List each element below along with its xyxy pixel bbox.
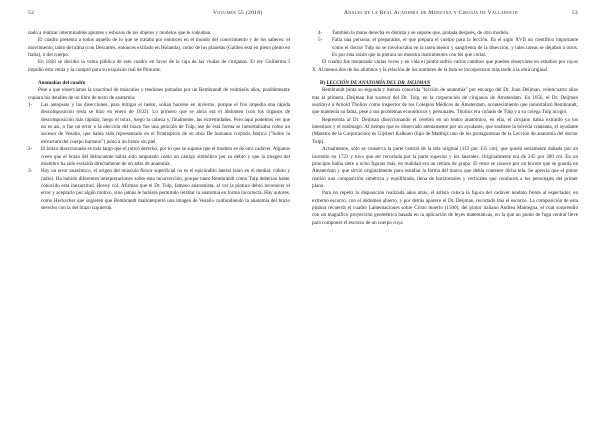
- paragraph: El cuadro fue restaurado varias veces y en vida el pintor sufrió varios cambios que pueden observarse en estudios por rayos X. Al menos dos de los alumnos y la relación de los nombres de la lista se incorporaron más tarde a la obra original.: [312, 59, 578, 73]
- list-item-number: 1-: [28, 102, 33, 109]
- list-item-number: 3-: [28, 168, 33, 175]
- list-item: [28, 168, 290, 212]
- section-label: B): [320, 80, 326, 87]
- list-item-text: También la mano derecha es distinta y se supone que, pintada después, de otro modelo.: [332, 30, 510, 36]
- left-page-number: 52: [28, 10, 35, 16]
- left-page-header: [28, 10, 290, 24]
- list-item-text: El brazo diseccionado es más largo que el (otro) derecho, por lo que se supone que el modelo es de otro cadáver. Algunos creen que el brazo del delincuente había sido amputado como un castigo simbólico por su delito y que la imagen del miembro ha sido extraída directamente de un atlas de anatomía.: [41, 146, 290, 167]
- paragraph: Actualmente, sólo se conserva la parte central de la tela original (113 por 135 cm), que quedó seriamente dañada por un incendio en 1723 y tuvo que ser recortada por la parte superior y los laterales. Originalmente era de 245 por 300 cm. En un principio había siete u ocho figuras más, en realidad era un retrato de grupo. El resto se conoce por un boceto que se guarda en Ámsterdam y que sirvió originalmente para estudiar la forma del marco que debía contener dicha tela. Se aprecia que el pintor realizó una composición simétrica y equilibrada, llena de horizontales y verticales que conducen a los personajes del primer plano.: [312, 146, 578, 189]
- section-title: [312, 80, 578, 87]
- list-item-text: Falta una persona: el preparador, el que prepara el cuerpo para la lección. En el siglo XVII un científico importante como el doctor Tulp no se involucraba en la tarea menor y sangrienta de la disección, y tales tareas se dejaban a otros. Es por esta razón que la pintura no muestra instrumentos con los que cortar.: [332, 37, 578, 59]
- list-item-number: 5-: [318, 37, 323, 44]
- right-page-number: 53: [571, 10, 578, 16]
- list-item-text: Las autopsias y las disecciones, para mitigar el hedor, solían hacerse en invierno, porque el frío impedía una rápida descomposición (esta se hizo en enero de 1632). Lo primero que se abría era el abdomen (con los órganos de descomposición más rápida), luego el tórax, luego la cabeza y, finalmente, las extremidades. Pero aquí podemos ver que no es así, o fue un error o la elección del brazo fue una petición de Tulp, ase de esta forma se inmortalizaba como un sucesor de Vesalio, que había sido representado en el frontispicio de su obra De humanis corporis fabrica ("Sobre la estructura del cuerpo humano") junto a un brazo sin piel.: [41, 102, 290, 145]
- list-item: [28, 146, 290, 168]
- paragraph: Para no repetir la disposición realizada años atrás, el artista coloca la figura del cadáver tendido frente al espectador, en extremo escorzo, con el abdomen abierto, y por detrás aparece el Dr. Deijman, recortado tras el escorzo. La composición de esta pintura recuerda el cuadro Lamentaciones sobre Cristo muerto (1500), del pintor italiano Andrea Mantegna, el cual sorprendió con un magnífico proyección geométrica basada en la aplicación de leyes matemáticas, en la que un punto de fuga central lleve para componer el escorzo de un cuerpo cuya: [312, 190, 578, 226]
- right-page: [300, 0, 600, 423]
- right-page-header: [312, 10, 578, 24]
- left-running-head: Volumen 55 (2018): [213, 10, 263, 16]
- opening-fragment: nado a realizar interminables apuntes y esbozos de los objetos y modelos que le rodeaban.: [28, 30, 212, 36]
- list-item-number: 4-: [318, 30, 323, 36]
- right-running-head: Anales de la Real Academia de Medicina y Cirugía de Valladolid: [344, 10, 518, 16]
- list-item-number: 2-: [28, 146, 33, 153]
- list-item: [28, 102, 290, 146]
- paragraph: Rembrandt pinta su segunda y menos conocida "lección de anatomía" por encargo del Dr. Joan Deijman, veinticuatro años tras la primera. Deijman fue sucesor del Dr. Tulp, en la corporación de cirujanos de Ámsterdam. En 1656, el Dr. Deijman sustituyó a Arnold Tholinx como inspector de los Colegios Médicos de Ámsterdam, acontecimiento que inmortalizó Rembrandt, que mantenía su fama, pese a sus problemas económicos y personales. Tholinx era cuñado de Tulp y a su colega Tulp acogió.: [312, 87, 578, 116]
- paragraph: El cuadro presenta a todos aquello de lo que se trataba por entonces en el mundo del conocimiento y de los saberes: el movimiento, tanto del alma (con Descartes, entonces exiliado en Holanda), como de los planetas (Galileo está en pleno pleito en Italia), o del cuerpo.: [28, 37, 290, 59]
- list-item-text: Hay un error anatómico, el origen del músculo flexor superficial no es el epicóndilo lateral (sino en el medial, cúbito y radio). Ha habido diferentes interpretaciones sobre esta incorrección, porque tanto Rembrandt como Tulp deberían haber conocido esta inexactitud. Hovey col. Afirman que el Dr. Tulp, famoso anatomista, al ver la pintura debió reconocer el error y aceptarlo por algún motivo, sino jamás le hubiera permitido retratar la anatomía en forma incorrecta. Hay autores, como Heckscher que sugieren que Rembrandt malinterpretó una imagen de Vesalio confundiendo la anatomía del brazo derecho con la del brazo izquierdo.: [41, 168, 290, 211]
- section-heading: Anomalías del cuadro: [38, 80, 86, 87]
- list-item: [312, 37, 578, 59]
- paragraph: En 1828 se decidió la venta pública de este cuadro en favor de la caja de las viudas de cirujanos. El rey Guillermo I impidió esta venta y la compró para su exquisito real de Pinturas.: [28, 59, 290, 73]
- section-title-text: LECCIÓN DE ANATOMÍA DEL DR. DEIJMAN: [326, 80, 431, 87]
- left-page-body: [28, 30, 290, 212]
- paragraph: Representa al Dr. Deijman diseccionando el cerebro en un teatro anatómico, en ella, el cirujano había extraído ya los intestinos y el estómago. Al tiempo que es observado atentamente por un ayudante, que sostiene la bóveda craneana, el ayudante (Maestro de la Corporación) es Gijsbert Kalkoen (hijo de Matthijs uno de los protagonistas de la Lección de anatomía del doctor Tulp).: [312, 116, 578, 145]
- paragraph: Pese a que observamos la exactitud de músculos y tendones pintados por un Rembrandt de veintiséis años, posiblemente copiara los detalles de un libro de texto de anatomía:: [28, 87, 290, 101]
- right-page-body: [312, 30, 578, 227]
